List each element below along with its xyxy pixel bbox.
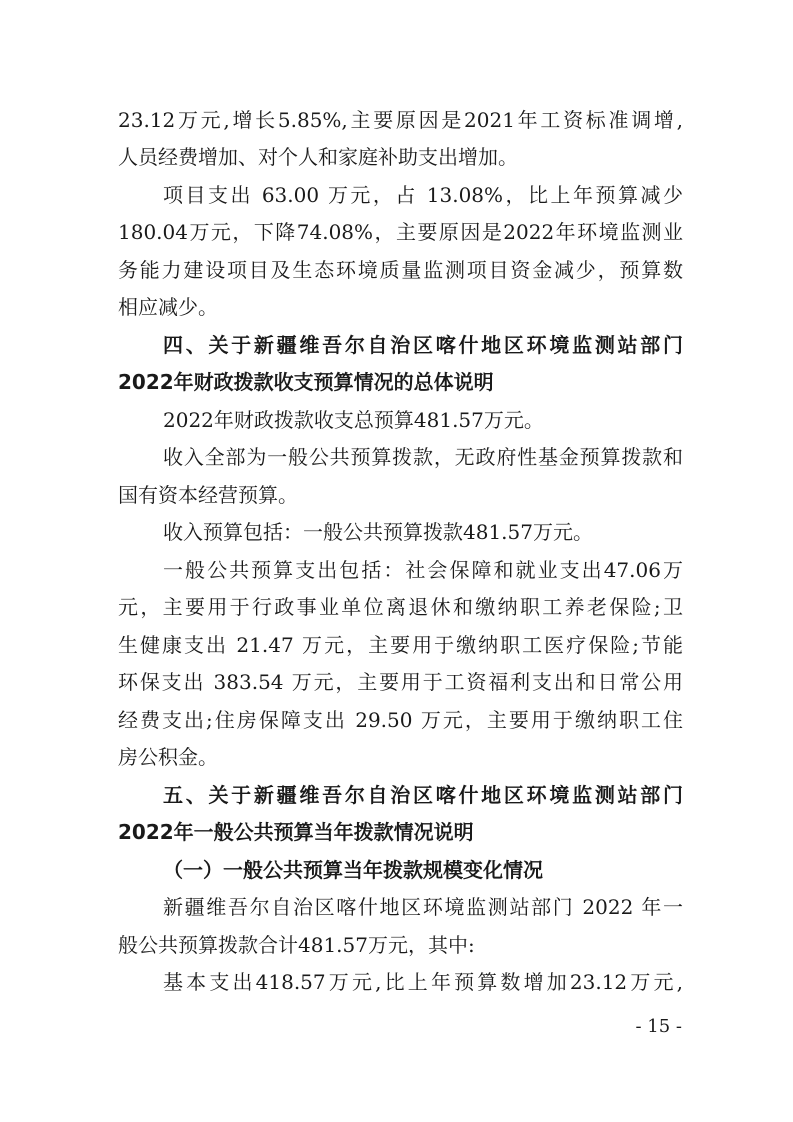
section-heading: 2022年财政拨款收支预算情况的总体说明	[118, 370, 494, 394]
text-line: 收入全部为一般公共预算拨款，无政府性基金预算拨款和	[163, 445, 683, 469]
section-heading: 五、关于新疆维吾尔自治区喀什地区环境监测站部门	[163, 783, 683, 807]
text-line: 相应减少。	[118, 295, 218, 319]
section-heading: 2022年一般公共预算当年拨款情况说明	[118, 820, 474, 844]
text-line: 国有资本经营预算。	[118, 483, 298, 507]
text-line: 人员经费增加、对个人和家庭补助支出增加。	[118, 145, 518, 169]
text-line: 一般公共预算支出包括：社会保障和就业支出47.06万	[163, 558, 683, 582]
text-line: 般公共预算拨款合计481.57万元，其中:	[118, 933, 475, 957]
text-line: 务能力建设项目及生态环境质量监测项目资金减少，预算数	[118, 258, 683, 282]
text-line: 23.12万元,增长5.85%,主要原因是2021年工资标准调增,	[118, 108, 683, 132]
text-line: 环保支出 383.54 万元，主要用于工资福利支出和日常公用	[118, 670, 683, 694]
text-line: 生健康支出 21.47 万元，主要用于缴纳职工医疗保险;节能	[118, 633, 683, 657]
section-heading: 四、关于新疆维吾尔自治区喀什地区环境监测站部门	[163, 333, 683, 357]
text-line: 180.04万元，下降74.08%，主要原因是2022年环境监测业	[118, 220, 683, 244]
text-line: 收入预算包括：一般公共预算拨款481.57万元。	[163, 520, 593, 544]
text-line: 基本支出418.57万元,比上年预算数增加23.12万元,	[163, 970, 683, 994]
text-line: 元，主要用于行政事业单位离退休和缴纳职工养老保险;卫	[118, 595, 683, 619]
page-number: - 15 -	[635, 1016, 682, 1037]
subsection-heading: （一）一般公共预算当年拨款规模变化情况	[163, 858, 543, 882]
text-line: 经费支出;住房保障支出 29.50 万元，主要用于缴纳职工住	[118, 708, 683, 732]
text-line: 新疆维吾尔自治区喀什地区环境监测站部门 2022 年一	[163, 895, 683, 919]
text-line: 项目支出 63.00 万元，占 13.08%，比上年预算减少	[163, 183, 683, 207]
text-line: 房公积金。	[118, 745, 218, 769]
text-line: 2022年财政拨款收支总预算481.57万元。	[163, 408, 544, 432]
